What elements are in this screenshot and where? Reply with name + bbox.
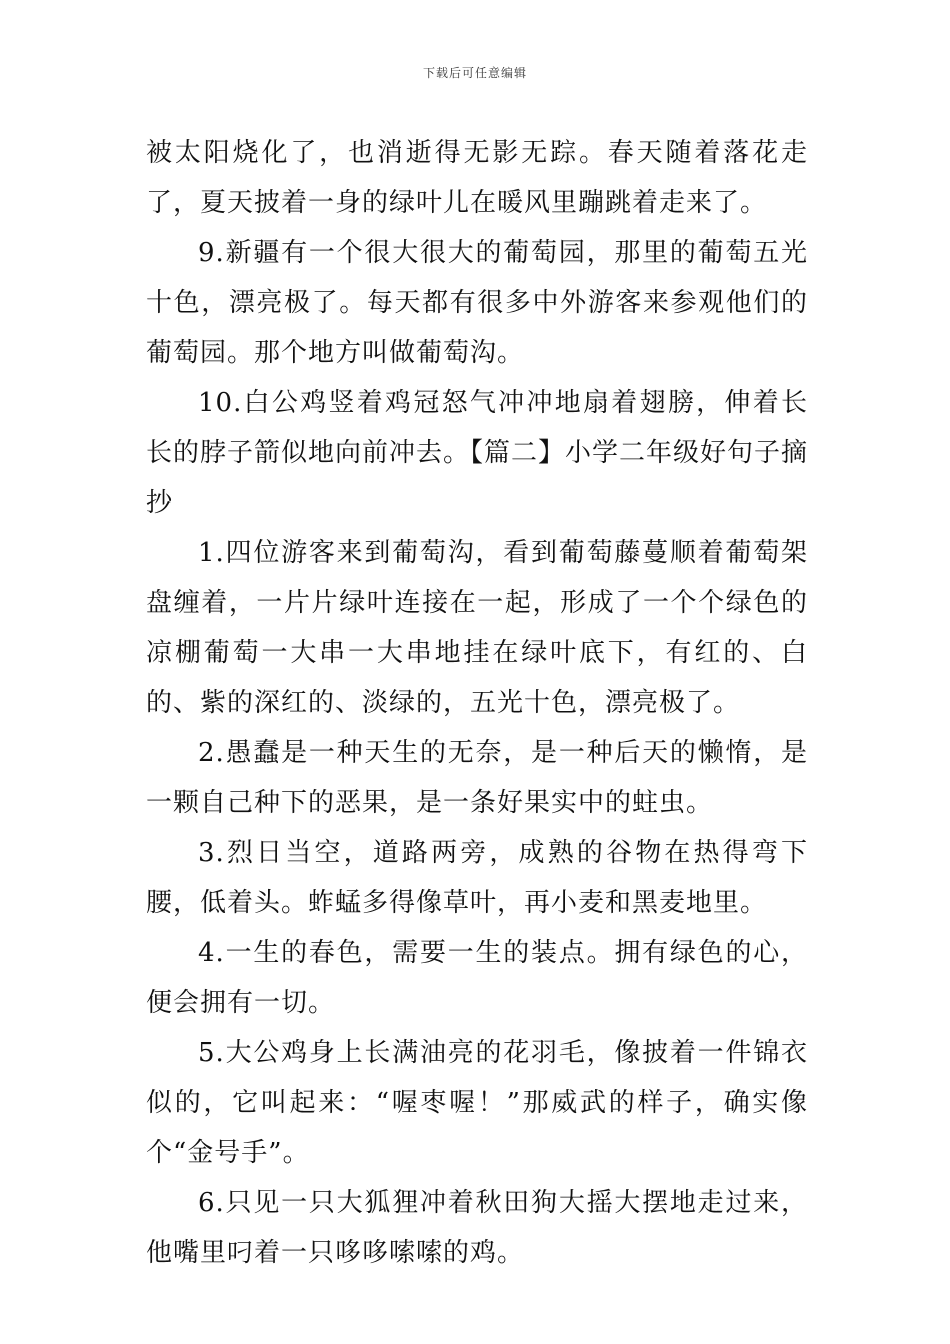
page-header: 下载后可任意编辑 <box>422 66 527 80</box>
paragraph-continuation: 被太阳烧化了，也消逝得无影无踪。春天随着落花走了，夏天披着一身的绿叶儿在暖风里蹦跳着走来了。 <box>146 138 808 218</box>
paragraph-item-10: 10.白公鸡竖着鸡冠怒气冲冲地扇着翅膀，伸着长长的脖子箭似地向前冲去。【篇二】小学二年级好句子摘抄 <box>146 388 809 518</box>
paragraph-item-1: 1.四位游客来到葡萄沟，看到葡萄藤蔓顺着葡萄架盘缠着，一片片绿叶连接在一起，形成了一个个绿色的凉棚葡萄一大串一大串地挂在绿叶底下，有红的、白的、紫的深红的、淡绿的，五光十色，漂亮极了。 <box>146 538 808 718</box>
paragraph-item-4: 4.一生的春色，需要一生的装点。拥有绿色的心，便会拥有一切。 <box>146 938 808 1018</box>
paragraph-item-5: 5.大公鸡身上长满油亮的花羽毛，像披着一件锦衣似的，它叫起来：“喔枣喔！”那威武的样子，确实像个“金号手”。 <box>146 1038 808 1168</box>
paragraph-item-9: 9.新疆有一个很大很大的葡萄园，那里的葡萄五光十色，漂亮极了。每天都有很多中外游客来参观他们的葡萄园。那个地方叫做葡萄沟。 <box>146 238 808 368</box>
paragraph-item-6: 6.只见一只大狐狸冲着秋田狗大摇大摆地走过来，他嘴里叼着一只哆哆嗦嗦的鸡。 <box>146 1188 808 1268</box>
paragraph-item-2: 2.愚蠢是一种天生的无奈，是一种后天的懒惰，是一颗自己种下的恶果，是一条好果实中的蛀虫。 <box>146 738 808 818</box>
document-body <box>146 128 808 1278</box>
paragraph-item-3: 3.烈日当空，道路两旁，成熟的谷物在热得弯下腰，低着头。蚱蜢多得像草叶，再小麦和黑麦地里。 <box>146 838 808 918</box>
